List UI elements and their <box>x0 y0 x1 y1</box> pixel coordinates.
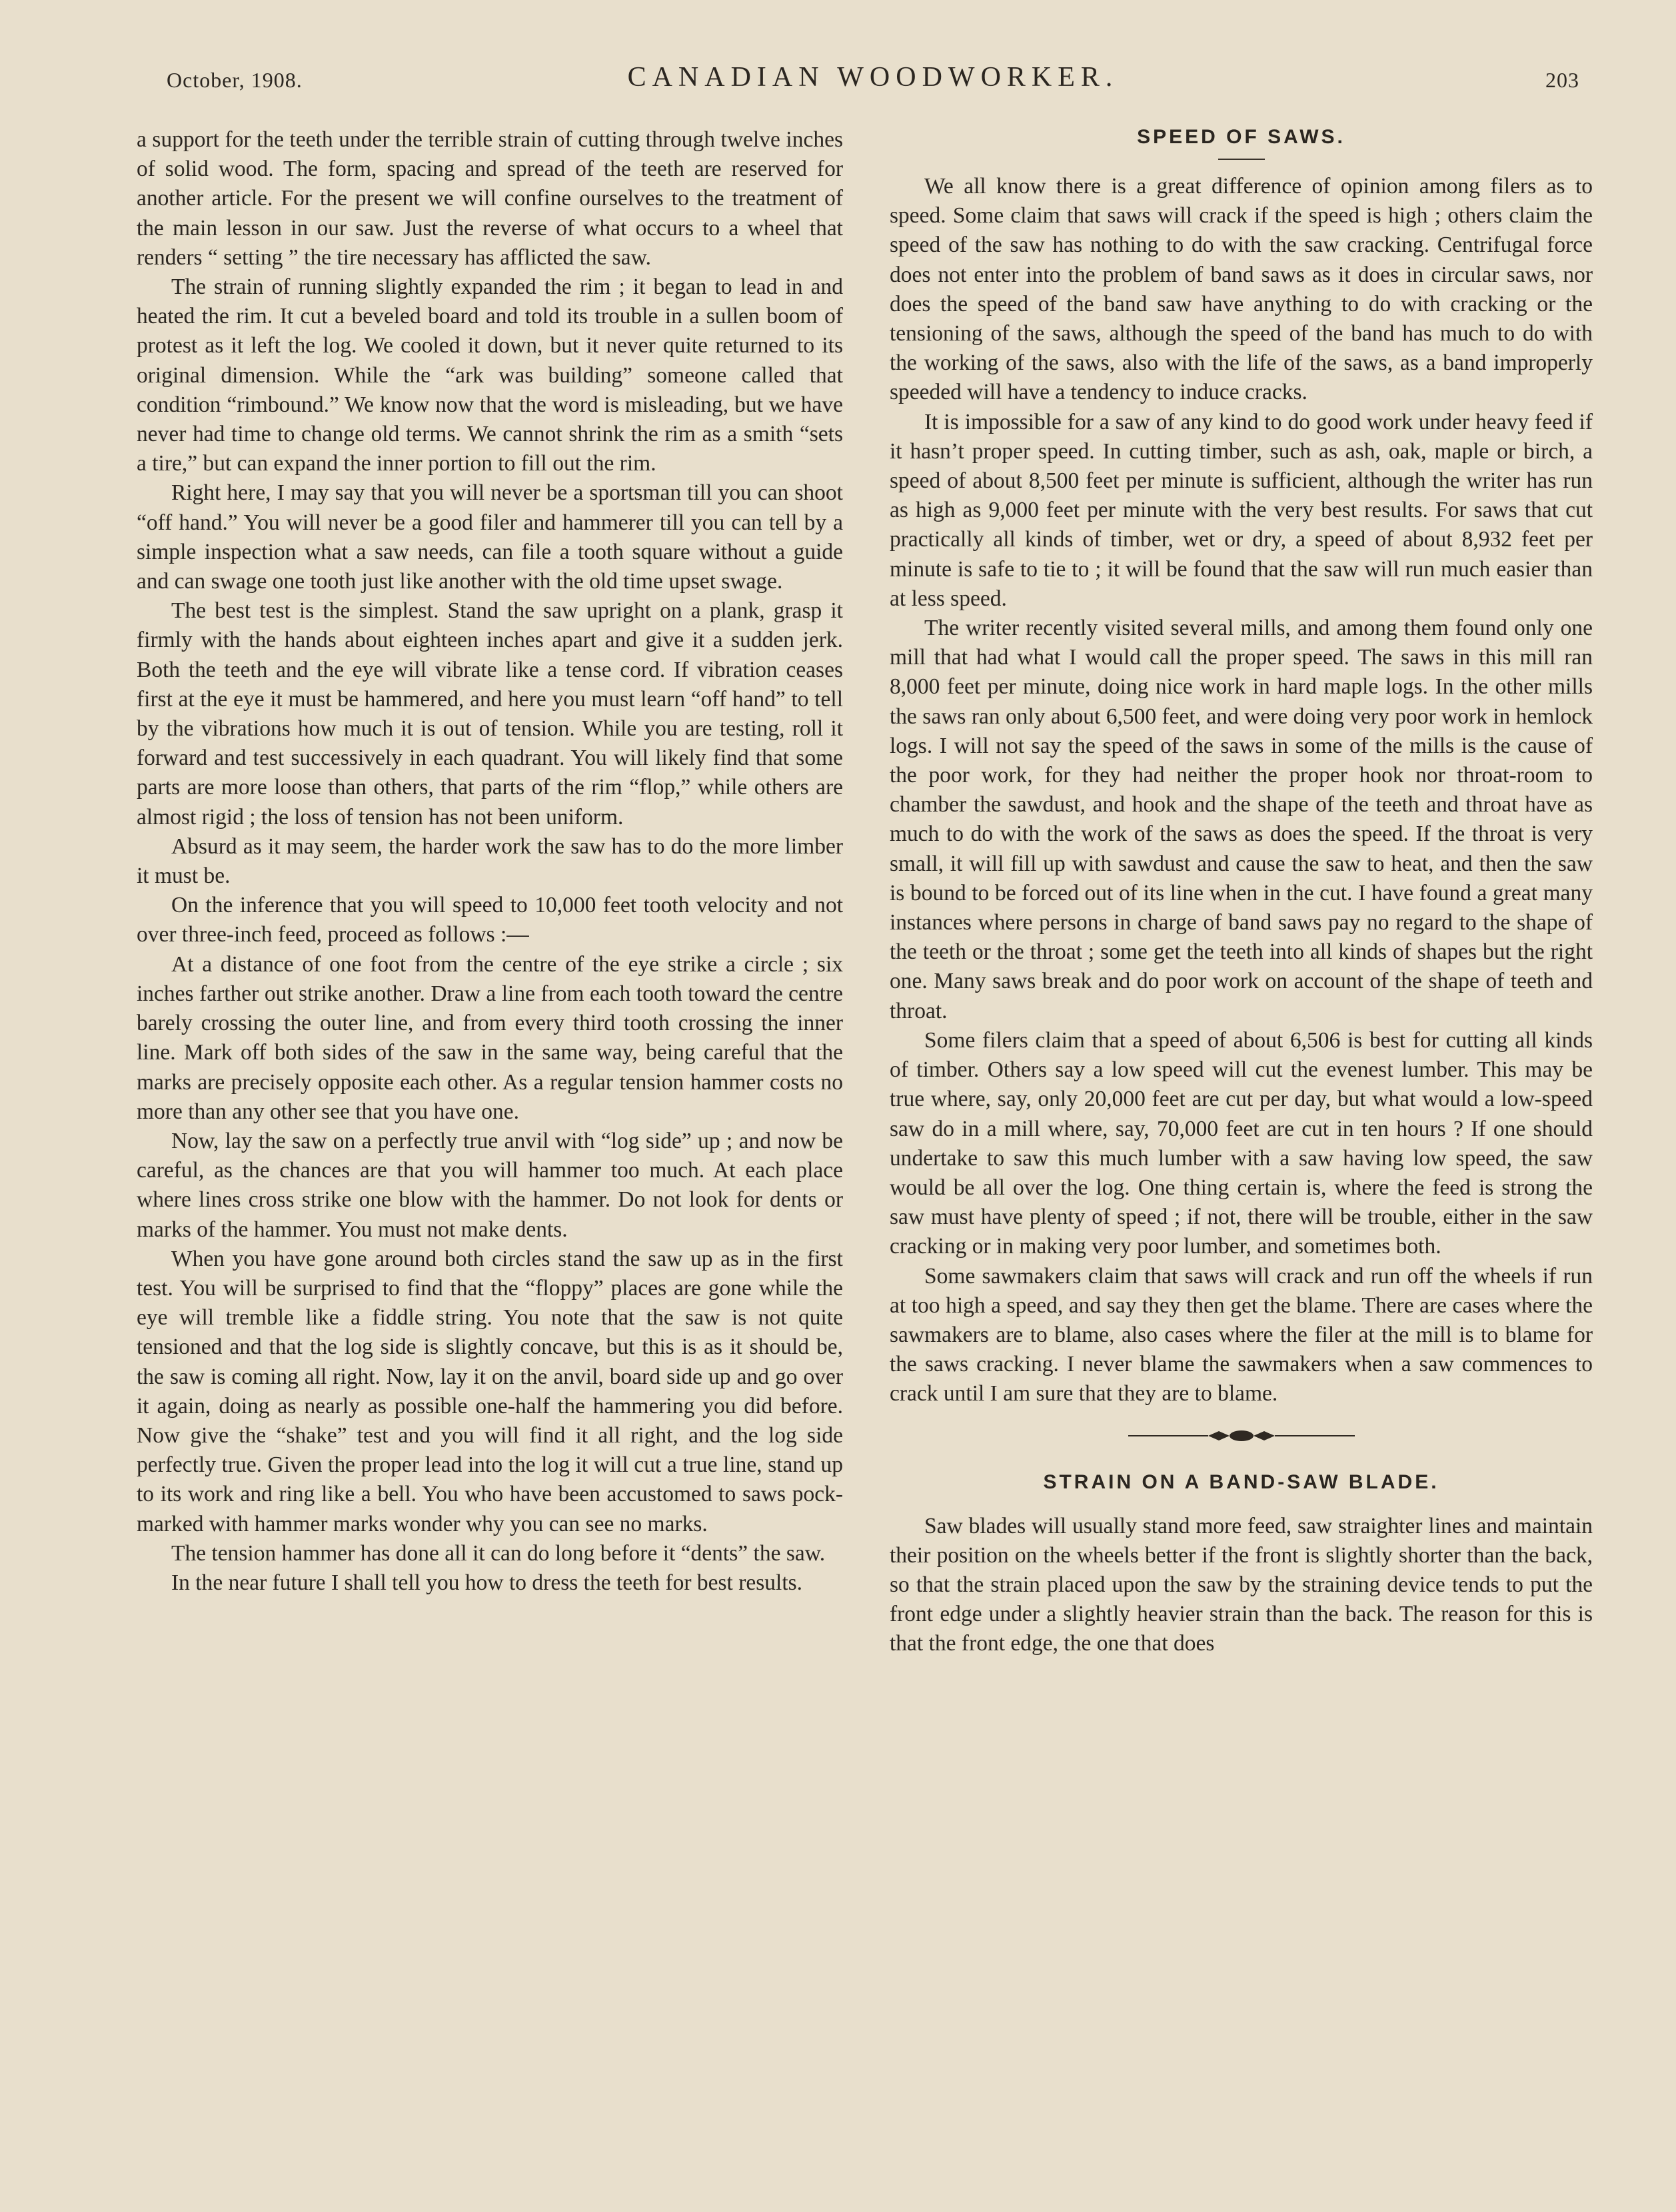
paragraph: The writer recently visited several mills, and among them found only one mill that had what I would call the proper speed. The saws in this mill ran 8,000 feet per minute, doing nice work in hard maple logs. In the other mills the saws ran only about 6,500 feet, and were doing very poor work in hemlock logs. I will not say the speed of the saws in some of the mills is the cause of the poor work, for they had neither the proper hook nor throat-room to chamber the sawdust, and hook and the shape of the teeth and throat have as much to do with the work of the saws as does the speed. If the throat is very small, it will fill up with sawdust and cause the saw to heat, and then the saw is bound to be forced out of its line when in the cut. I have found a great many instances where persons in charge of band saws pay no regard to the shape of the teeth or the throat ; some get the teeth into all kinds of shapes but the right one. Many saws break and do poor work on account of the shape of teeth and throat. <box>890 616 1593 1023</box>
paragraph: The best test is the simplest. Stand the saw upright on a plank, grasp it firmly with the hands about eighteen inches apart and give it a sudden jerk. Both the teeth and the eye will vibrate like a tense cord. If vibration ceases first at the eye it must be hammered, and here you must learn “off hand” to tell by the vibrations how much it is out of tension. While you are testing, roll it forward and test successively in each quadrant. You will likely find that some parts are more loose than others, that parts of the rim “flop,” while others are almost rigid ; the loss of tension has not been uniform. <box>137 598 843 830</box>
paragraph: The strain of running slightly expanded the rim ; it began to lead in and heated the rim. It cut a beveled board and told its trouble in a sullen boom of protest as it left the log. We cooled it down, but it never quite returned to its original dimension. While the “ark was building” someone called that condition “rimbound.” We know now that the word is misleading, but we have never had time to change old terms. We cannot shrink the rim as a smith “sets a tire,” but can expand the inner portion to fill out the rim. <box>137 275 843 476</box>
section-divider-ornament-icon <box>1122 1428 1361 1444</box>
right-column <box>890 125 1593 1659</box>
page-number: 203 <box>1545 68 1579 92</box>
paragraph: Absurd as it may seem, the harder work the saw has to do the more limber it must be. <box>137 833 843 889</box>
paragraph: Right here, I may say that you will never be a sportsman till you can shoot “off hand.” You will never be a good filer and hammerer till you can tell by a simple inspection what a saw needs, can file a tooth square without a guide and can swage one tooth just like another with the old time upset swage. <box>137 480 843 594</box>
paragraph: Some filers claim that a speed of about 6,506 is best for cutting all kinds of timber. Others say a low speed will cut the evenest lumber. This may be true where, say, only 20,000 feet are cut per day, but what would a low-speed saw do in a mill where, say, 70,000 feet are cut in ten hours ? If one should undertake to saw this much lumber with a saw having low speed, the saw would be all over the log. One thing certain is, where the feed is strong the saw must have plenty of speed ; if not, there will be trouble, either in the saw cracking or in making very poor lumber, and sometimes both. <box>890 1027 1593 1259</box>
paragraph: At a distance of one foot from the centre of the eye strike a circle ; six inches farther out strike another. Draw a line from each tooth toward the centre barely crossing the outer line, and from every third tooth crossing the inner line. Mark off both sides of the saw in the same way, being careful that the marks are precisely opposite each other. As a regular tension hammer costs no more than any other see that you have one. <box>137 951 843 1124</box>
paragraph: Now, lay the saw on a perfectly true anvil with “log side” up ; and now be careful, as the chances are that you will hammer too much. At each place where lines cross strike one blow with the hammer. Do not look for dents or marks of the hammer. You must not make dents. <box>137 1128 843 1242</box>
paragraph: Saw blades will usually stand more feed, saw straighter lines and maintain their position on the wheels better if the front is slightly shorter than the back, so that the strain placed upon the saw by the straining device tends to put the front edge under a slightly heavier strain than the back. The reason for this is that the front edge, the one that does <box>890 1513 1593 1656</box>
section-heading-strain-on-band-saw-blade: STRAIN ON A BAND-SAW BLADE. <box>1043 1470 1439 1493</box>
heading-rule <box>1218 159 1265 160</box>
running-head <box>167 61 1579 101</box>
heading-spacer <box>890 1494 1593 1512</box>
paragraph: Some sawmakers claim that saws will crack and run off the wheels if run at too high a speed, and say they then get the blame. There are cases where the sawmakers are to blame, also cases where the filer at the mill is to blame for the saws cracking. I never blame the sawmakers when a saw commences to crack until I am sure that they are to blame. <box>890 1263 1593 1406</box>
left-column <box>137 125 843 1598</box>
paragraph: In the near future I shall tell you how to dress the teeth for best results. <box>171 1570 803 1595</box>
paragraph: a support for the teeth under the terrible strain of cutting through twelve inches of solid wood. The form, spacing and spread of the teeth are reserved for another article. For the present we will confine ourselves to the treatment of the main lesson in our saw. Just the reverse of what occurs to a wheel that renders “ setting ” the tire necessary has afflicted the saw. <box>137 127 843 270</box>
paragraph: On the inference that you will speed to 10,000 feet tooth velocity and not over three-inch feed, proceed as follows :— <box>137 893 843 947</box>
section-heading-speed-of-saws: SPEED OF SAWS. <box>1137 126 1345 148</box>
paragraph: We all know there is a great difference of opinion among filers as to speed. Some claim that saws will crack if the speed is high ; others claim the speed of the saw has nothing to do with the saw cracking. Centrifugal force does not enter into the problem of band saws as it does in circular saws, nor does the speed of the band saw have anything to do with cracking or the tensioning of the saws, although the speed of the band has much to do with the working of the saws, also with the life of the saws, as a band improperly speeded will have a tendency to induce cracks. <box>890 174 1593 405</box>
paragraph: The tension hammer has done all it can do long before it “dents” the saw. <box>171 1540 826 1566</box>
paragraph: When you have gone around both circles stand the saw up as in the first test. You will be surprised to find that the “floppy” places are gone while the eye will tremble like a fiddle string. You note that the saw is not quite tensioned and that the log side is slightly concave, but this is as it should be, the saw is coming all right. Now, lay it on the anvil, board side up and go over it again, doing as nearly as possible one-half the hammering you did before. Now give the “shake” test and you will find it all right, and the log side perfectly true. Given the proper lead into the log it will cut a true line, stand up to its work and ring like a bell. You who have been accustomed to saws pock-marked with hammer marks wonder why you can see no marks. <box>137 1246 843 1536</box>
issue-date: October, 1908. <box>167 68 303 92</box>
journal-title: CANADIAN WOODWORKER. <box>627 62 1119 93</box>
paragraph: It is impossible for a saw of any kind to do good work under heavy feed if it hasn’t proper speed. In cutting timber, such as ash, oak, maple or birch, a speed of about 8,500 feet per minute is sufficient, although the writer has run as high as 9,000 feet per minute with the very best results. For saws that cut practically all kinds of timber, wet or dry, a speed of about 8,932 feet per minute is safe to tie to ; it will be found that the saw will run much easier than at less speed. <box>890 409 1593 611</box>
